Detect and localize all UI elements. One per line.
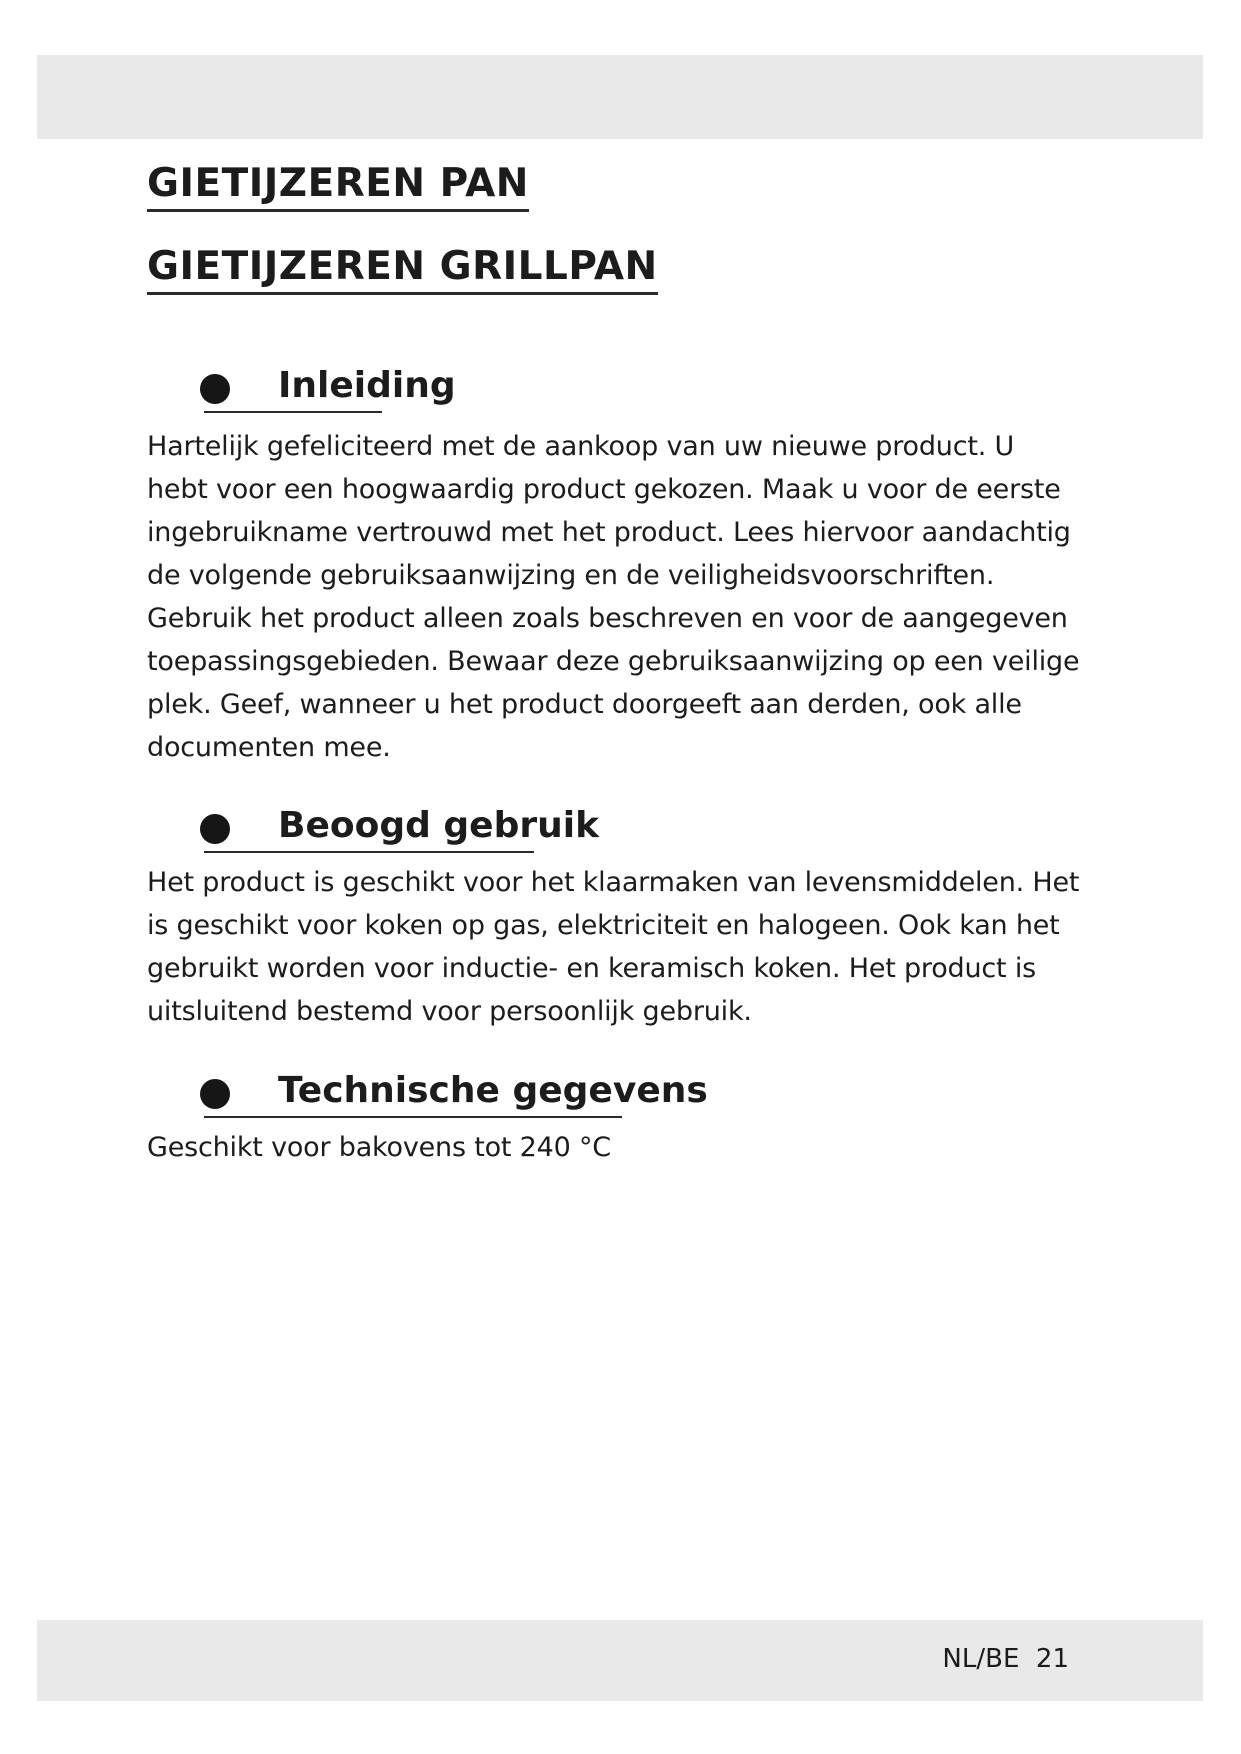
section-underline (204, 851, 534, 853)
paragraph-line: Gebruik het product alleen zoals beschreven en voor de aangegeven (147, 603, 1068, 634)
paragraph-line: ingebruikname vertrouwd met het product. Lees hiervoor aandachtig (147, 517, 1071, 548)
paragraph-line: Geschikt voor bakovens tot 240 °C (147, 1132, 611, 1163)
paragraph-line: Het product is geschikt voor het klaarmaken van levensmiddelen. Het (147, 867, 1080, 898)
section-paragraph-beoogd-gebruik (147, 861, 1107, 1033)
paragraph-line: gebruikt worden voor inductie- en keramisch koken. Het product is (147, 953, 1036, 984)
section-title: Technische gegevens (278, 1070, 708, 1111)
paragraph-line: de volgende gebruiksaanwijzing en de veiligheidsvoorschriften. (147, 560, 995, 591)
bullet-icon (200, 1079, 230, 1109)
paragraph-line: is geschikt voor koken op gas, elektriciteit en halogeen. Ook kan het (147, 910, 1060, 941)
paragraph-line: uitsluitend bestemd voor persoonlijk gebruik. (147, 996, 752, 1027)
section-title: Beoogd gebruik (278, 805, 600, 846)
section-paragraph-technische-gegevens (147, 1126, 1107, 1169)
page-footer (942, 1641, 1069, 1677)
paragraph-line: documenten mee. (147, 732, 391, 763)
top-band (37, 55, 1203, 139)
document-title: GIETIJZEREN PAN (147, 162, 529, 212)
bullet-icon (200, 814, 230, 844)
bullet-icon (200, 374, 230, 404)
section-title: Inleiding (278, 365, 456, 406)
paragraph-line: hebt voor een hoogwaardig product gekozen. Maak u voor de eerste (147, 474, 1061, 505)
section-underline (204, 411, 382, 413)
paragraph-line: toepassingsgebieden. Bewaar deze gebruiksaanwijzing op een veilige (147, 646, 1080, 677)
page-label: NL/BE (942, 1644, 1020, 1674)
section-paragraph-inleiding (147, 425, 1107, 769)
document-subtitle: GIETIJZEREN GRILLPAN (147, 245, 658, 295)
paragraph-line: Hartelijk gefeliciteerd met de aankoop van uw nieuwe product. U (147, 431, 1015, 462)
paragraph-line: plek. Geef, wanneer u het product doorgeeft aan derden, ook alle (147, 689, 1022, 720)
section-underline (204, 1116, 622, 1118)
page-number: 21 (1035, 1644, 1069, 1674)
